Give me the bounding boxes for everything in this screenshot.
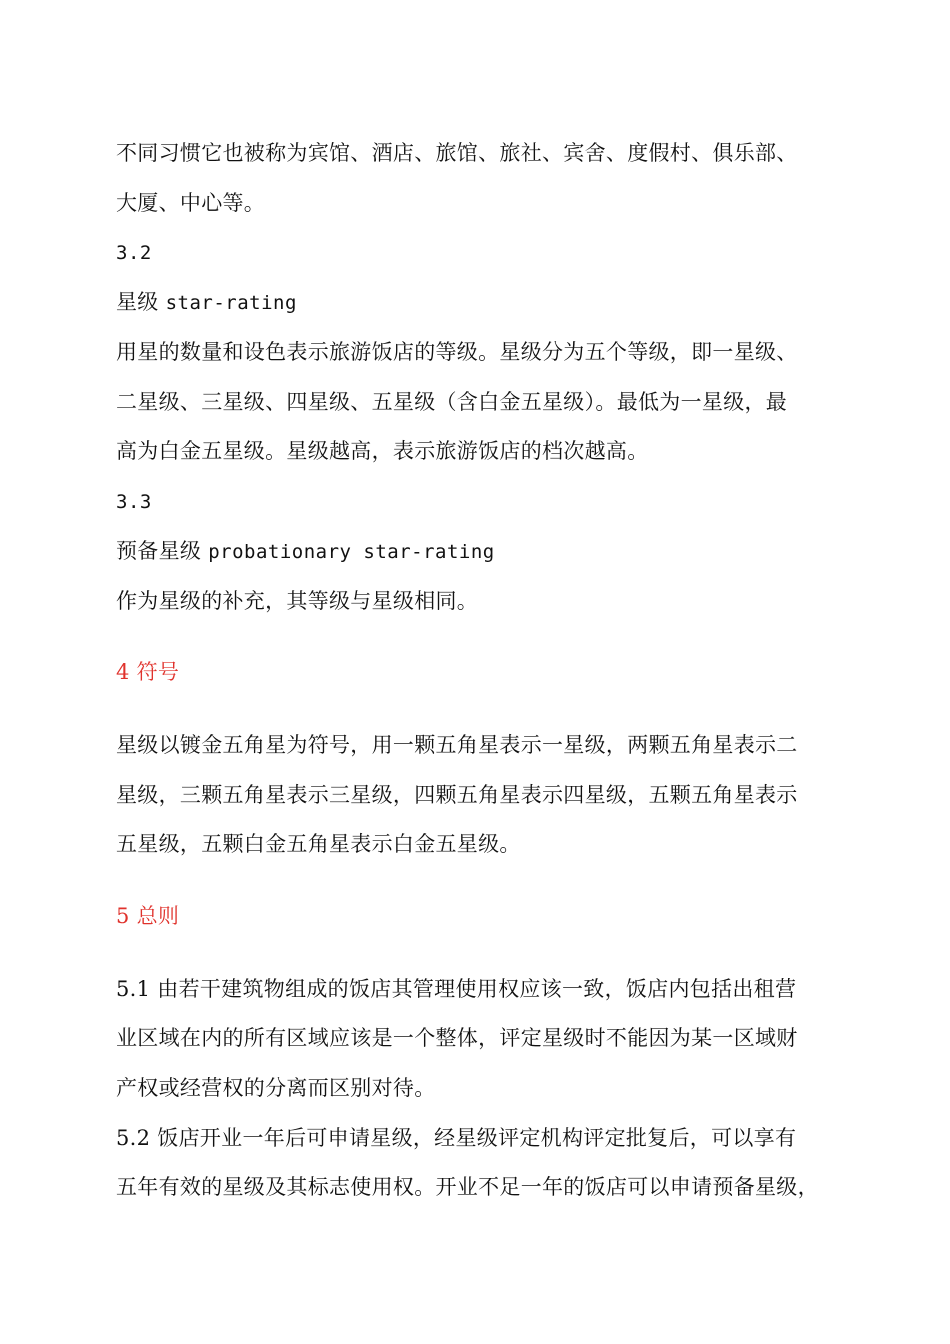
section-heading-5: 5 总则 xyxy=(116,904,180,928)
paragraph-line: 高为白金五星级。星级越高，表示旅游饭店的档次越高。 xyxy=(116,439,649,463)
paragraph-line: 星级，三颗五角星表示三星级，四颗五角星表示四星级，五颗五角星表示 xyxy=(116,783,798,807)
paragraph-line: 5.2 饭店开业一年后可申请星级，经星级评定机构评定批复后，可以享有 xyxy=(116,1126,797,1150)
paragraph-line: 5.1 由若干建筑物组成的饭店其管理使用权应该一致，饭店内包括出租营 xyxy=(116,977,797,1001)
paragraph-line: 二星级、三星级、四星级、五星级（含白金五星级）。最低为一星级，最 xyxy=(116,390,788,414)
term-chinese: 星级 xyxy=(116,290,159,314)
paragraph-line: 产权或经营权的分离而区别对待。 xyxy=(116,1076,436,1100)
paragraph-line: 用星的数量和设色表示旅游饭店的等级。星级分为五个等级，即一星级、 xyxy=(116,340,798,364)
paragraph-line: 星级以镀金五角星为符号，用一颗五角星表示一星级，两颗五角星表示二 xyxy=(116,733,798,757)
section-heading-4: 4 符号 xyxy=(116,660,180,684)
section-number: 3.3 xyxy=(116,491,152,513)
term-english: probationary star-rating xyxy=(208,541,495,563)
paragraph-line: 大厦、中心等。 xyxy=(116,191,266,215)
section-number: 3.2 xyxy=(116,242,152,264)
paragraph-line: 五星级，五颗白金五角星表示白金五星级。 xyxy=(116,832,521,856)
paragraph-line: 五年有效的星级及其标志使用权。开业不足一年的饭店可以申请预备星级， xyxy=(116,1175,819,1199)
term-chinese: 预备星级 xyxy=(116,539,202,563)
paragraph-line: 业区域在内的所有区域应该是一个整体，评定星级时不能因为某一区域财 xyxy=(116,1026,798,1050)
paragraph-line: 不同习惯它也被称为宾馆、酒店、旅馆、旅社、宾舍、度假村、俱乐部、 xyxy=(116,141,798,165)
term-english: star-rating xyxy=(165,292,297,314)
paragraph-line: 作为星级的补充，其等级与星级相同。 xyxy=(116,589,479,613)
term-definition-title xyxy=(116,537,495,566)
term-definition-title xyxy=(116,288,297,317)
